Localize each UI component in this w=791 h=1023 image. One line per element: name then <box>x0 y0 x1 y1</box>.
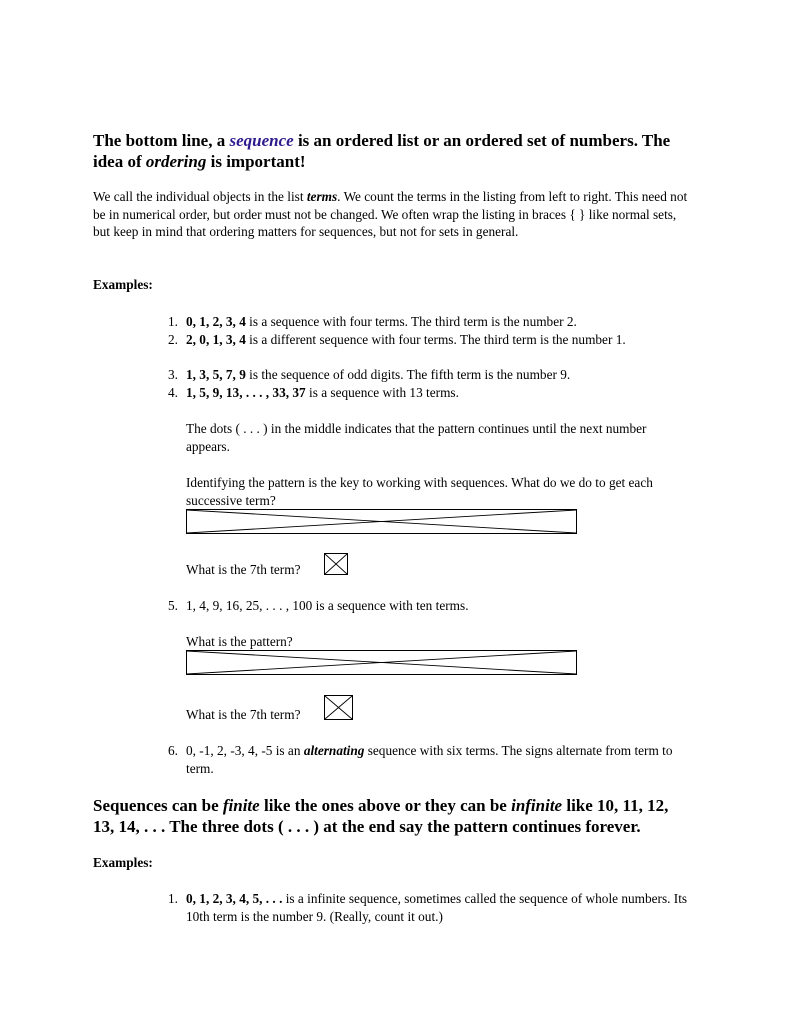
heading-text: like the ones above or they can be <box>259 796 512 815</box>
list-number: 5. <box>168 598 178 613</box>
list-number: 4. <box>168 385 178 400</box>
seventh-term-question: What is the 7th term? <box>186 707 301 722</box>
sequence-bold: 1, 3, 5, 7, 9 <box>186 367 246 382</box>
list-text: sequence with six terms. The signs alternate from term to term. <box>186 743 673 776</box>
intro-heading <box>93 130 693 172</box>
list-number: 1. <box>168 891 178 906</box>
dots-explanation: The dots ( . . . ) in the middle indicates that the pattern continues until the next number appears. <box>186 421 647 454</box>
alternating-emphasis: alternating <box>303 743 365 758</box>
answer-placeholder-small[interactable] <box>324 553 348 575</box>
list-text: is a different sequence with four terms. The third term is the number 1. <box>245 332 626 347</box>
list-text: is a sequence with 13 terms. <box>305 385 459 400</box>
answer-placeholder-box[interactable] <box>186 650 577 675</box>
sequence-bold: 1, 5, 9, 13, . . . , 33, 37 <box>186 385 306 400</box>
answer-placeholder-small[interactable] <box>324 695 353 720</box>
list-number: 3. <box>168 367 178 382</box>
broken-image-icon <box>325 554 347 574</box>
broken-image-icon <box>325 696 352 719</box>
sequence-bold: 0, 1, 2, 3, 4 <box>186 314 246 329</box>
pattern-question: What is the pattern? <box>186 634 293 649</box>
seventh-term-question: What is the 7th term? <box>186 562 301 577</box>
sequence-bold: 2, 0, 1, 3, 4 <box>186 332 246 347</box>
broken-image-icon <box>187 510 576 533</box>
list-number: 2. <box>168 332 178 347</box>
list-text: is a sequence with four terms. The third term is the number 2. <box>245 314 577 329</box>
intro-heading-text: is an ordered list or an ordered set of numbers. The idea of <box>93 131 671 171</box>
heading-text: Sequences can be <box>93 796 223 815</box>
finite-emphasis: finite <box>222 796 260 815</box>
intro-paragraph <box>93 188 693 241</box>
broken-image-icon <box>187 651 576 674</box>
list-text: 0, -1, 2, -3, 4, -5 is an <box>186 743 304 758</box>
list-text: is the sequence of odd digits. The fifth term is the number 9. <box>245 367 571 382</box>
ordering-emphasis: ordering <box>145 152 207 171</box>
pattern-explanation: Identifying the pattern is the key to working with sequences. What do we do to get each successive term? <box>186 475 653 508</box>
answer-placeholder-box[interactable] <box>186 509 577 534</box>
list-number: 6. <box>168 743 178 758</box>
examples-label: Examples: <box>93 855 153 870</box>
intro-text: . We count the terms in the listing from left to right. This need not be in numerical order, but order must not be changed. We often wrap the listing in braces { } like normal sets, but keep in mind that ordering matters for sequences, but not for sets in general. <box>93 189 688 239</box>
examples-label: Examples: <box>93 277 153 292</box>
intro-text: We call the individual objects in the list <box>93 189 307 204</box>
terms-emphasis: terms <box>306 189 338 204</box>
list-text: is a infinite sequence, sometimes called the sequence of whole numbers. Its 10th term is the number 9. (Really, count it out.) <box>186 891 688 924</box>
sequence-bold: 0, 1, 2, 3, 4, 5, . . . <box>186 891 283 906</box>
intro-heading-text: is important! <box>206 152 306 171</box>
heading-text: like 10, 11, 12, 13, 14, . . . The three dots ( . . . ) at the end say the pattern continues forever. <box>93 796 669 836</box>
intro-heading-text: The bottom line, a <box>93 131 230 150</box>
list-text: 1, 4, 9, 16, 25, . . . , 100 is a sequence with ten terms. <box>186 598 469 613</box>
infinite-emphasis: infinite <box>511 796 563 815</box>
list-number: 1. <box>168 314 178 329</box>
finite-infinite-heading <box>93 795 693 837</box>
sequence-link[interactable]: sequence <box>229 131 294 150</box>
